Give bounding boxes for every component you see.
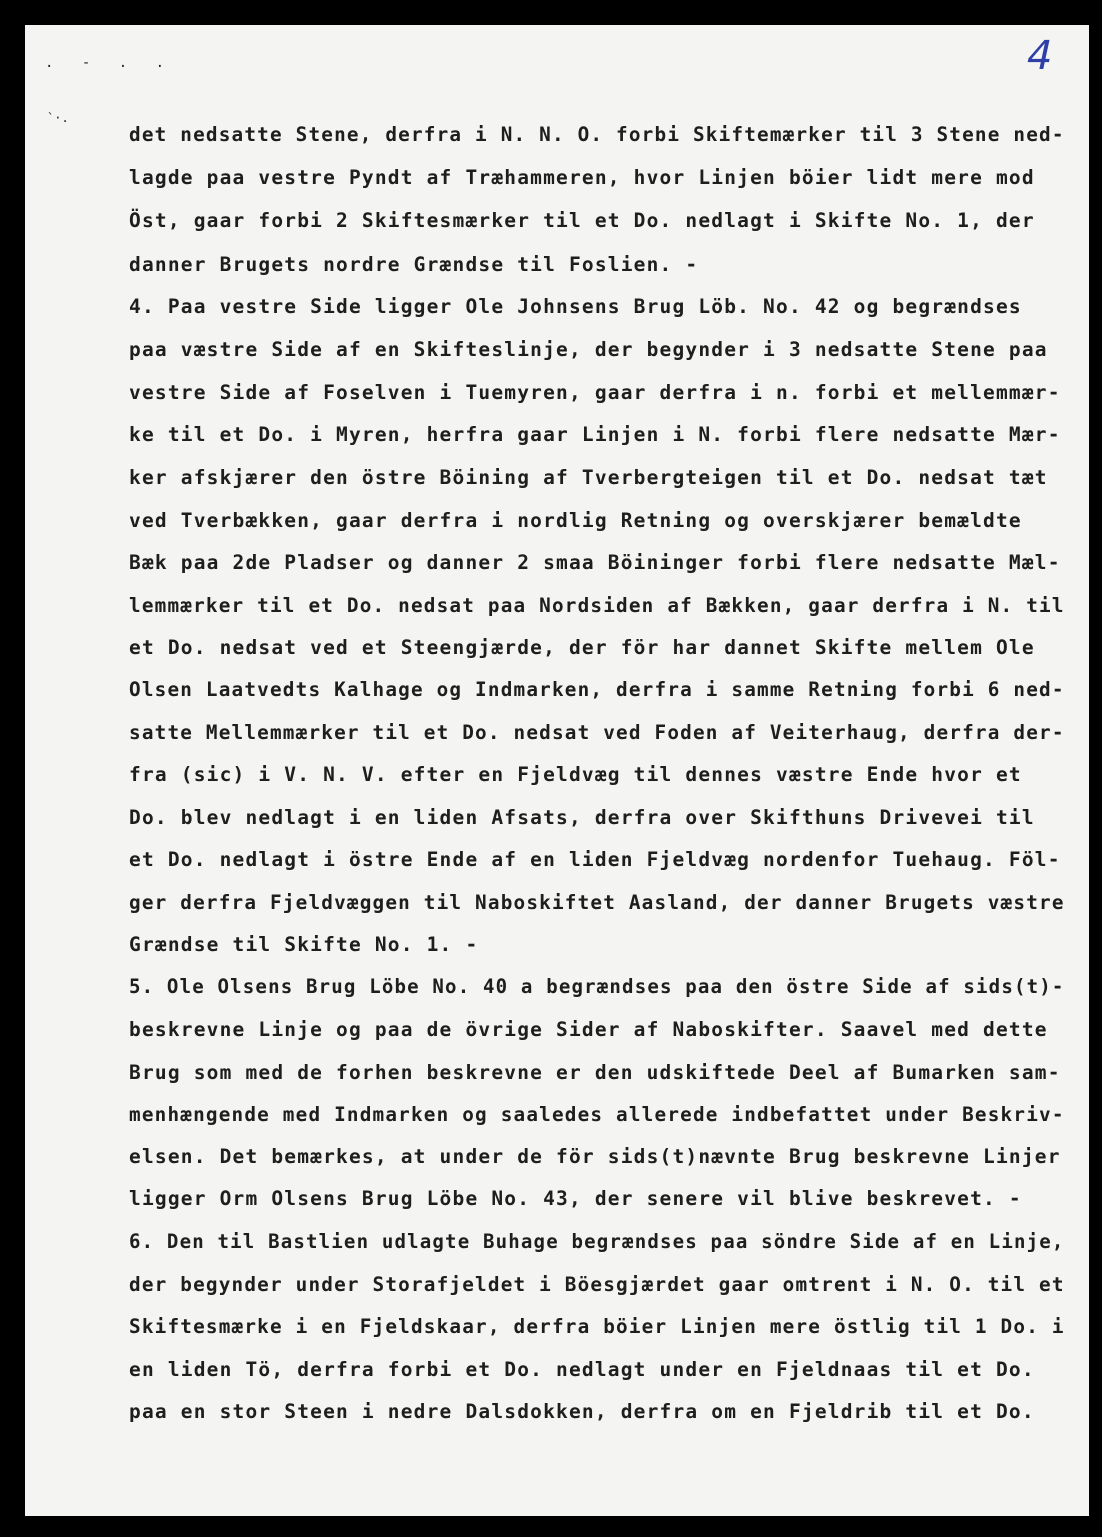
text-line: 4. Paa vestre Side ligger Ole Johnsens Brug Löb. No. 42 og begrændses: [129, 295, 1022, 318]
text-line: vestre Side af Foselven i Tuemyren, gaar derfra i n. forbi et mellemmær-: [129, 381, 1061, 404]
text-line: danner Brugets nordre Grændse til Foslien. -: [129, 253, 699, 276]
text-line: fra (sic) i V. N. V. efter en Fjeldvæg til dennes væstre Ende hvor et: [129, 763, 1022, 786]
text-line: beskrevne Linje og paa de övrige Sider af Naboskifter. Saavel med dette: [129, 1018, 1048, 1041]
text-line: der begynder under Storafjeldet i Böesgjærdet gaar omtrent i N. O. til et: [129, 1273, 1065, 1296]
text-line: Olsen Laatvedts Kalhage og Indmarken, derfra i samme Retning forbi 6 ned-: [129, 678, 1065, 701]
text-line: lemmærker til et Do. nedsat paa Nordsiden af Bækken, gaar derfra i N. til: [129, 594, 1065, 617]
text-line: ger derfra Fjeldvæggen til Naboskiftet Aasland, der danner Brugets væstre: [129, 891, 1065, 914]
text-line: et Do. nedlagt i östre Ende af en liden Fjeldvæg nordenfor Tuehaug. Föl-: [129, 848, 1061, 871]
text-line: 6. Den til Bastlien udlagte Buhage begrændses paa söndre Side af en Linje,: [129, 1230, 1065, 1253]
paper-specks: . - . .: [45, 55, 175, 71]
text-line: paa en stor Steen i nedre Dalsdokken, derfra om en Fjeldrib til et Do.: [129, 1400, 1035, 1423]
paper-speck: `·.: [47, 111, 69, 125]
text-line: et Do. nedsat ved et Steengjærde, der för har dannet Skifte mellem Ole: [129, 636, 1035, 659]
document-page: [25, 25, 1089, 1516]
text-line: elsen. Det bemærkes, at under de för sids(t)nævnte Brug beskrevne Linjer: [129, 1145, 1061, 1168]
text-line: satte Mellemmærker til et Do. nedsat ved Foden af Veiterhaug, derfra der-: [129, 721, 1065, 744]
text-line: en liden Tö, derfra forbi et Do. nedlagt under en Fjeldnaas til et Do.: [129, 1358, 1035, 1381]
text-line: ke til et Do. i Myren, herfra gaar Linjen i N. forbi flere nedsatte Mær-: [129, 423, 1061, 446]
text-line: menhængende med Indmarken og saaledes allerede indbefattet under Beskriv-: [129, 1103, 1065, 1126]
text-line: lagde paa vestre Pyndt af Træhammeren, hvor Linjen böier lidt mere mod: [129, 166, 1035, 189]
text-line: Do. blev nedlagt i en liden Afsats, derfra over Skifthuns Drivevei til: [129, 806, 1035, 829]
text-line: ker afskjærer den östre Böining af Tverbergteigen til et Do. nedsat tæt: [129, 466, 1048, 489]
text-line: Bæk paa 2de Pladser og danner 2 smaa Böininger forbi flere nedsatte Mæl-: [129, 551, 1061, 574]
text-line: Skiftesmærke i en Fjeldskaar, derfra böier Linjen mere östlig til 1 Do. i: [129, 1315, 1065, 1338]
text-line: det nedsatte Stene, derfra i N. N. O. forbi Skiftemærker til 3 Stene ned-: [129, 123, 1065, 146]
text-line: 5. Ole Olsens Brug Löbe No. 40 a begrændses paa den östre Side af sids(t)-: [129, 975, 1065, 998]
text-line: Grændse til Skifte No. 1. -: [129, 933, 479, 956]
page-number: 4: [1022, 33, 1058, 79]
text-line: Öst, gaar forbi 2 Skiftesmærker til et Do. nedlagt i Skifte No. 1, der: [129, 209, 1035, 232]
text-line: paa væstre Side af en Skifteslinje, der begynder i 3 nedsatte Stene paa: [129, 338, 1048, 361]
text-line: ved Tverbækken, gaar derfra i nordlig Retning og overskjærer bemældte: [129, 509, 1022, 532]
text-line: Brug som med de forhen beskrevne er den udskiftede Deel af Bumarken sam-: [129, 1061, 1061, 1084]
text-line: ligger Orm Olsens Brug Löbe No. 43, der senere vil blive beskrevet. -: [129, 1187, 1022, 1210]
